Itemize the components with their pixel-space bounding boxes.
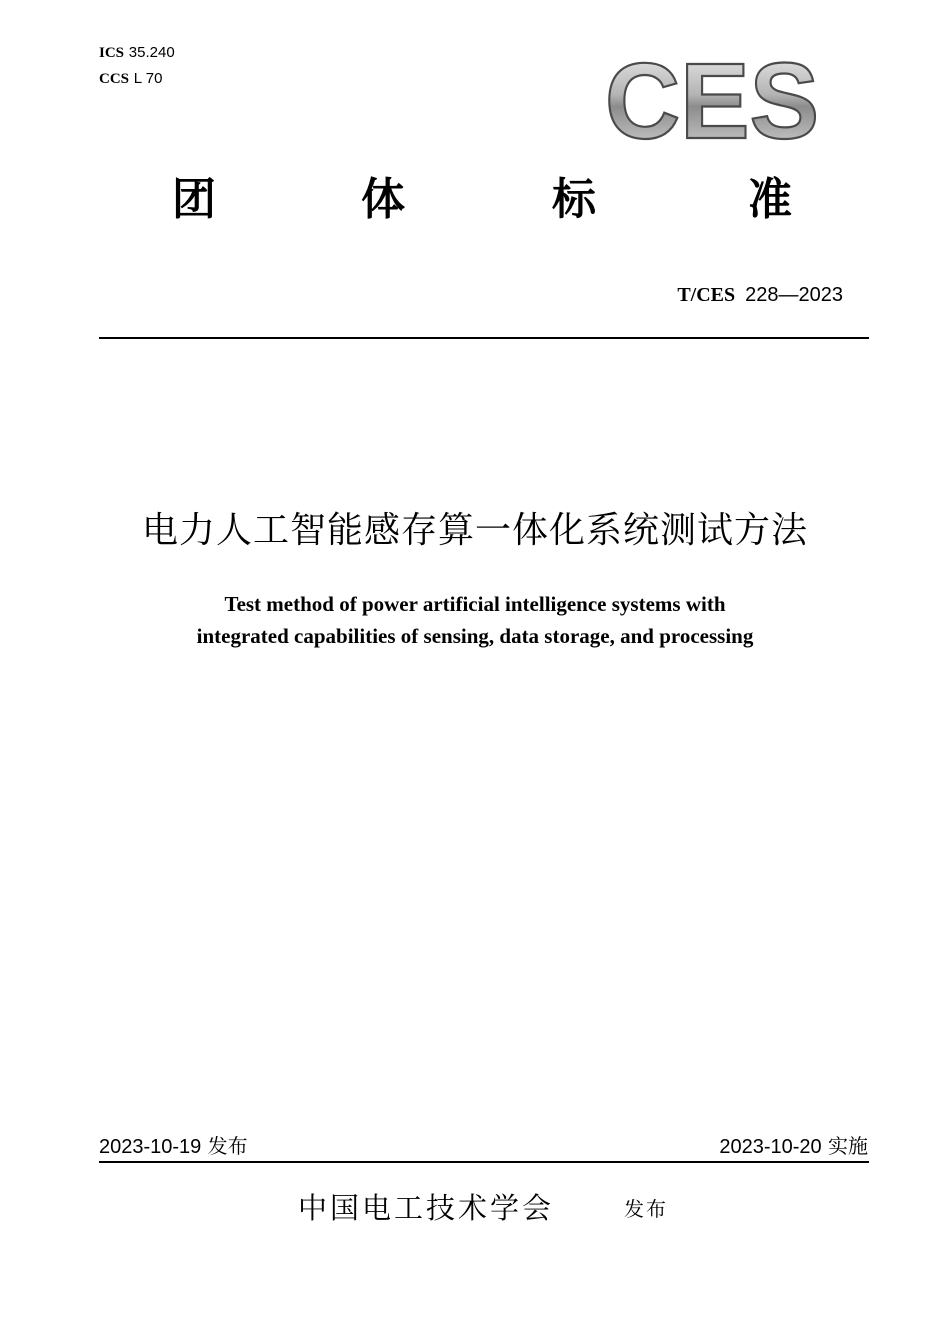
title-english-line-2: integrated capabilities of sensing, data storage, and processing xyxy=(196,624,754,648)
issue-date-value: 2023-10-19 xyxy=(99,1136,202,1158)
issue-date xyxy=(99,1133,248,1160)
doc-type-char: 准 xyxy=(748,174,792,225)
publisher-name: 中国电工技术学会 xyxy=(298,1191,555,1225)
issue-date-label: 发布 xyxy=(207,1134,248,1158)
implementation-date xyxy=(719,1133,868,1160)
doc-type-char: 体 xyxy=(361,174,405,225)
ccs-label: CCS xyxy=(99,71,130,87)
ccs-line xyxy=(99,69,162,88)
standard-code: 228—2023 xyxy=(745,284,843,306)
title-english-line-1: Test method of power artificial intelligence systems with xyxy=(224,592,726,616)
standard-number xyxy=(677,282,843,307)
ics-label: ICS xyxy=(99,45,125,61)
publisher-suffix: 发布 xyxy=(624,1197,668,1221)
implementation-date-label: 实施 xyxy=(828,1134,868,1158)
ics-code: 35.240 xyxy=(128,44,175,61)
title-chinese: 电力人工智能感存算一体化系统测试方法 xyxy=(141,510,808,551)
doc-type-char: 团 xyxy=(172,174,216,225)
standard-prefix: T/CES xyxy=(677,284,736,306)
ics-line xyxy=(99,43,175,62)
ccs-code: L 70 xyxy=(133,70,163,87)
implementation-date-value: 2023-10-20 xyxy=(719,1136,822,1158)
ces-logo xyxy=(600,52,820,144)
svg-text:CES: CES xyxy=(605,52,819,144)
header-divider xyxy=(99,337,869,339)
footer-divider xyxy=(99,1161,869,1163)
doc-type-char: 标 xyxy=(552,174,596,225)
